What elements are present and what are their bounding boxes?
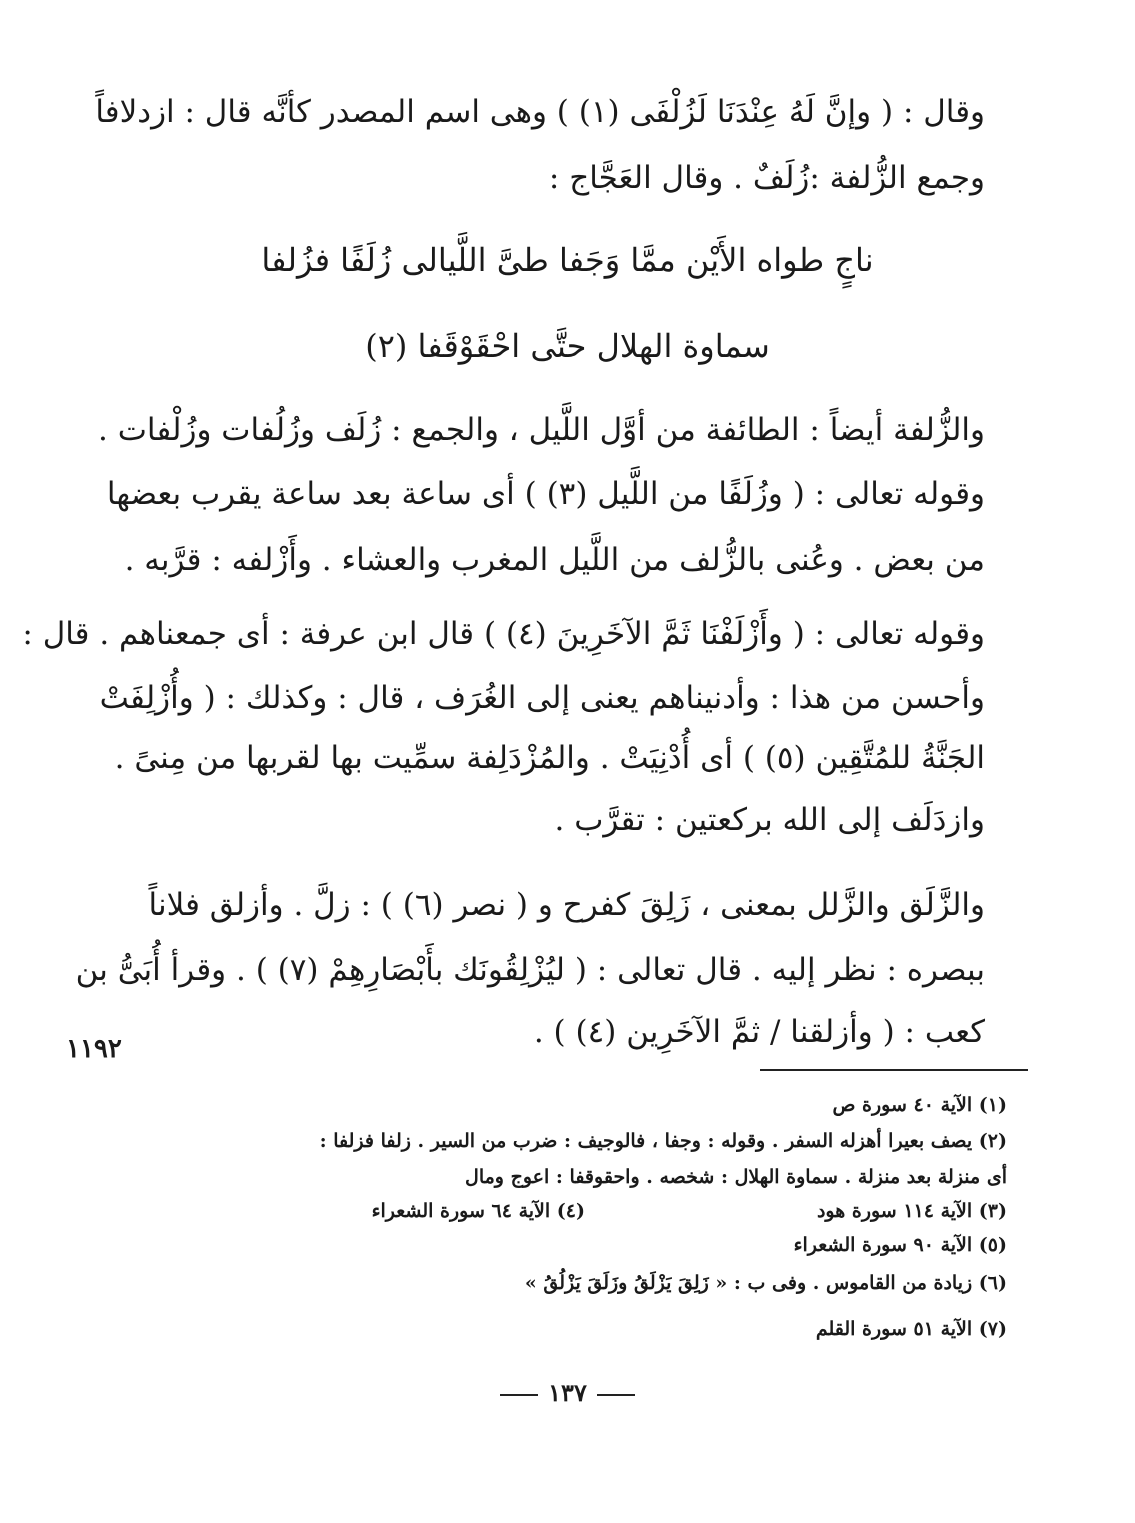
paragraph4-line1: والزَّلَق والزَّلل بمعنى ، زَلِقَ كفرح و ( نصر (٦) ) : زلَّ . وأزلق فلاناً (148, 887, 985, 923)
footnote-7: (٧) الآية ٥١ سورة القلم (815, 1318, 1007, 1340)
page-number (0, 1378, 1135, 1407)
footnote-divider (760, 1069, 1028, 1071)
footnote-2-line1: (٢) يصف بعيرا أهزله السفر . وقوله : وجفا ، فالوجيف : ضرب من السير . زلفا فزلفا : (319, 1130, 1007, 1152)
paragraph3-line3: الجَنَّةُ للمُتَّقِين (٥) ) أى أُدْنِيَتْ . والمُزْدَلِفة سمِّيت بها لقربها من مِنىً . (114, 740, 985, 776)
page-number-value: ١٣٧ (548, 1378, 587, 1407)
paragraph4-line3: كعب : ( وأزلقنا / ثمَّ الآخَرِين (٤) ) . (533, 1014, 985, 1050)
footnote-6: (٦) زيادة من القاموس . وفى ب : « زَلِقَ يَزْلَقُ وزَلَقَ يَزْلُقُ » (524, 1272, 1007, 1294)
paragraph1-line1: وقال : ( وإنَّ لَهُ عِنْدَنَا لَزُلْفَى (١) ) وهى اسم المصدر كأنَّه قال : ازدلافاً (95, 94, 985, 130)
paragraph2-line1: والزُّلفة أيضاً : الطائفة من أوَّل اللَّيل ، والجمع : زُلَف وزُلُفات وزُلْفات . (98, 412, 985, 448)
verse-line2: سماوة الهلال حتَّى احْقَوْقَفا (٢) (365, 327, 770, 365)
page-number-dash-left (500, 1394, 538, 1396)
paragraph2-line2: وقوله تعالى : ( وزُلَفًا من اللَّيل (٣) ) أى ساعة بعد ساعة يقرب بعضها (106, 476, 985, 512)
paragraph2-line3: من بعض . وعُنى بالزُّلف من اللَّيل المغرب والعشاء . وأَزْلفه : قرَّبه . (124, 542, 985, 578)
paragraph3-line2: وأحسن من هذا : وأدنيناهم يعنى إلى الغُرَف ، قال : وكذلك : ( وأُزْلِفَتْ (99, 680, 985, 716)
footnote-4: (٤) الآية ٦٤ سورة الشعراء (371, 1200, 585, 1222)
footnote-3: (٣) الآية ١١٤ سورة هود (816, 1200, 1007, 1222)
footnote-1: (١) الآية ٤٠ سورة ص (832, 1094, 1007, 1116)
verse-line1: ناجٍ طواه الأَيْن ممَّا وَجَفا طىَّ اللَّيالى زُلَفًا فزُلفا (261, 241, 874, 279)
paragraph3-line1: وقوله تعالى : ( وأَزْلَفْنَا ثَمَّ الآخَرِينَ (٤) ) قال ابن عرفة : أى جمعناهم . قال : (22, 616, 985, 652)
page-number-dash-right (597, 1394, 635, 1396)
footnote-5: (٥) الآية ٩٠ سورة الشعراء (793, 1234, 1007, 1256)
footnote-2-line2: أى منزلة بعد منزلة . سماوة الهلال : شخصه . واحقوقفا : اعوج ومال (465, 1166, 1007, 1188)
paragraph1-line2: وجمع الزُّلفة :زُلَفٌ . وقال العَجَّاج : (548, 160, 985, 196)
paragraph4-line2: ببصره : نظر إليه . قال تعالى : ( ليُزْلِقُونَك بأَبْصَارِهِمْ (٧) ) . وقرأ أُبَىُّ بن (75, 952, 985, 988)
paragraph3-line4: وازدَلَف إلى الله بركعتين : تقرَّب . (554, 802, 985, 838)
manuscript-folio-number: ١١٩٢ (66, 1034, 122, 1064)
